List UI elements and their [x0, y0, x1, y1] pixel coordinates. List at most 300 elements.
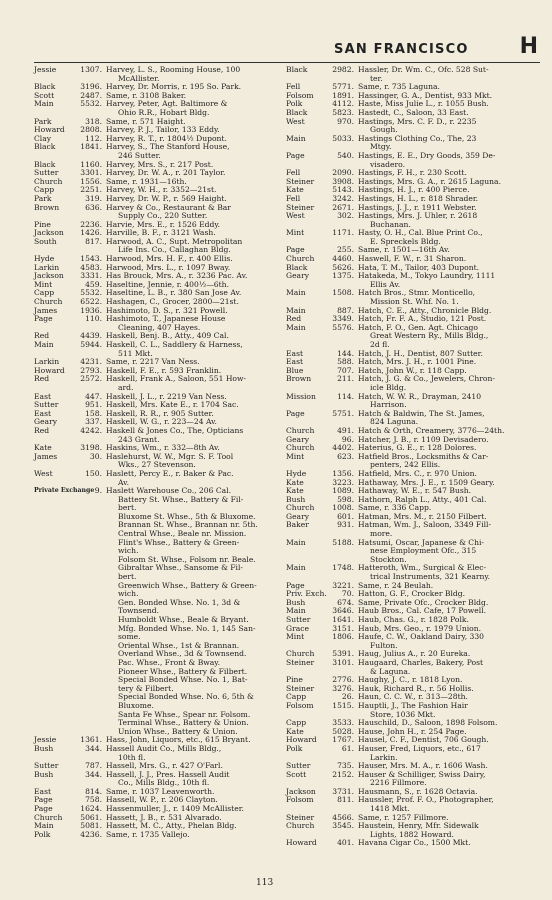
listing-line: Same, r. 2217 Van Ness. — [106, 357, 200, 367]
phone-number: 1160. — [80, 159, 102, 169]
listing-text — [106, 238, 280, 255]
directory-entry — [286, 229, 542, 246]
listing-text — [106, 453, 280, 470]
exchange-name: Main — [34, 99, 54, 109]
listing-line: Hauk, Richard R., r. 56 Hollis. — [358, 683, 474, 693]
listing-line: Haskell, J. L., r. 2219 Van Ness. — [106, 391, 227, 401]
exchange-name: Grace — [286, 623, 309, 633]
listing-line: Haun, C. C. W., r. 313—28th. — [358, 692, 468, 702]
listing-line: Haterius, G. E., r. 128 Dolores. — [358, 443, 477, 453]
exchange-name: Main — [34, 821, 54, 831]
listing-line: Hatch Bros., Stmr. Monticello, — [358, 288, 476, 298]
listing-line: Hata, T. M., Tailor, 403 Dupont. — [358, 262, 480, 272]
directory-entry — [34, 427, 280, 444]
directory-entry — [286, 410, 542, 427]
phone-number: 1891. — [332, 90, 354, 100]
phone-number: 2776. — [332, 675, 354, 685]
exchange-name: Clay — [34, 133, 52, 143]
listing-line: ter. — [370, 73, 383, 83]
listing-line: Co., Mills Bldg., 10th fl. — [118, 778, 210, 788]
phone-number: 3646. — [332, 606, 354, 616]
listing-line: Haswell, F. W., r. 31 Sharon. — [358, 254, 467, 264]
directory-entry — [286, 745, 542, 762]
listing-line: Haub, Mrs. Geo., r. 1979 Union. — [358, 623, 482, 633]
directory-entry — [34, 238, 280, 255]
listing-text — [358, 118, 542, 135]
listing-line: Same, r. 1501—16th Av. — [358, 245, 450, 255]
listing-line: Hatcher, J. B., r. 1109 Devisadero. — [358, 434, 489, 444]
listing-line: Hastings Clothing Co., The, 23 — [358, 133, 477, 143]
exchange-name: Capp — [34, 185, 55, 195]
exchange-name: Mint — [34, 279, 53, 289]
exchange-name: Polk — [286, 743, 303, 753]
exchange-name: Church — [34, 297, 63, 307]
phone-number: 318. — [85, 116, 102, 126]
phone-number: 601. — [337, 511, 354, 521]
listing-line: Hauser & Schilliger, Swiss Dairy, — [358, 769, 486, 779]
listing-text — [358, 66, 542, 83]
listing-line: Haste, Miss Julie L., r. 1055 Bush. — [358, 99, 489, 109]
phone-number: 144. — [337, 348, 354, 358]
exchange-name: Capp — [286, 718, 307, 728]
phone-number: 1748. — [332, 563, 354, 573]
phone-number: 491. — [337, 425, 354, 435]
phone-number: 787. — [85, 761, 102, 771]
listing-line: Hassell, W. P., r. 206 Clayton. — [106, 795, 218, 805]
exchange-name: Church — [286, 443, 315, 453]
phone-number: 9. — [94, 486, 102, 496]
exchange-name: Red — [34, 331, 50, 341]
exchange-name: Sutter — [286, 761, 311, 771]
phone-number: 5081. — [80, 821, 102, 831]
exchange-name: Sutter — [286, 615, 311, 624]
listing-line: more. — [370, 529, 393, 539]
listing-line: Hastings, Mrs. C. F. D., r. 2235 — [358, 116, 477, 126]
listing-line: 243 Grant. — [118, 434, 160, 444]
listing-line: Harvey & Co., Restaurant & Bar — [106, 202, 231, 212]
exchange-name: Jessie — [34, 735, 57, 745]
exchange-name: West — [34, 468, 53, 478]
listing-line: Haseltine, L. B., r. 380 San Jose Av. — [106, 288, 242, 298]
directory-entry — [286, 135, 542, 152]
listing-line: Hastings, J. J., r. 1911 Webster. — [358, 202, 477, 212]
exchange-name: Brown — [34, 202, 60, 212]
exchange-name: Bush — [286, 597, 306, 607]
listing-line: Terminal Whse., Battery & Union. — [118, 718, 249, 728]
listing-line: Special Bonded Whse. No. 1, Bat- — [118, 675, 248, 685]
phone-number: 112. — [85, 133, 102, 143]
directory-entry — [286, 393, 542, 410]
listing-line: Hathorn, Ralph L., Atty., 401 Cal. — [358, 494, 487, 504]
listing-line: Hauser, Mrs. M. A., r. 1606 Wash. — [358, 761, 488, 771]
directory-entry — [286, 375, 542, 392]
listing-line: Hass, John, Liquors, etc., 615 Bryant. — [106, 735, 251, 745]
phone-number: 1624. — [80, 804, 102, 814]
phone-number: 1556. — [80, 176, 102, 186]
exchange-name: Black — [286, 107, 308, 117]
phone-number: 5823. — [332, 107, 354, 117]
phone-number: 5944. — [80, 340, 102, 349]
listing-line: Haskell, C. L., Saddlery & Harness, — [106, 340, 243, 349]
exchange-name: Park — [34, 193, 52, 203]
phone-number: 337. — [85, 417, 102, 427]
exchange-name: Steiner — [286, 176, 315, 186]
exchange-name: James — [34, 305, 58, 315]
exchange-name: Page — [34, 804, 53, 814]
listing-line: Haslehurst, W. W., Mgr. S. F. Tool — [106, 451, 234, 461]
listing-text — [358, 410, 542, 427]
listing-text — [358, 796, 542, 813]
listing-text — [106, 375, 280, 392]
phone-number: 598. — [337, 494, 354, 504]
exchange-name: Church — [286, 425, 315, 435]
exchange-name: South — [34, 236, 57, 246]
exchange-name: Church — [34, 812, 63, 822]
listing-line: Wks., 27 Stevenson. — [118, 460, 196, 470]
listing-line: Harvey, R. T., r. 1804½ Dupont. — [106, 133, 227, 143]
exchange-name: Kate — [286, 726, 304, 736]
listing-text — [358, 745, 542, 762]
exchange-name: Mint — [286, 228, 305, 238]
listing-line: Harwood, Mrs. H. F., r. 400 Ellis. — [106, 254, 233, 264]
exchange-name: Church — [286, 821, 315, 831]
listing-line: Mtgy. — [370, 142, 392, 152]
exchange-name: Main — [286, 288, 306, 298]
listing-line: Central Whse., Beale nr. Mission. — [118, 529, 247, 539]
listing-line: Hassinger, G. A., Dentist, 933 Mkt. — [358, 90, 493, 100]
phone-number: 623. — [337, 451, 354, 461]
phone-number: 5028. — [332, 726, 354, 736]
listing-text — [106, 427, 280, 444]
directory-entry — [286, 702, 542, 719]
listing-line: Haskell & Jones Co., The, Opticians — [106, 425, 244, 435]
listing-line: Hassell Audit Co., Mills Bldg., — [106, 743, 222, 753]
phone-number: 5143. — [332, 185, 354, 195]
exchange-name: East — [34, 408, 52, 418]
listing-line: 1418 Mkt. — [370, 804, 410, 814]
exchange-name: Main — [286, 563, 306, 573]
phone-number: 344. — [85, 743, 102, 753]
city-title: SAN FRANCISCO — [334, 42, 469, 57]
listing-line: Hassell, J. J., Pres. Hassell Audit — [106, 769, 230, 779]
phone-number: 1543. — [80, 254, 102, 264]
phone-number: 5188. — [332, 537, 354, 547]
phone-number: 3545. — [332, 821, 354, 831]
listing-line: Haug, Julius A., r. 20 Eureka. — [358, 649, 471, 659]
exchange-name: Larkin — [34, 357, 60, 367]
directory-entry — [34, 143, 280, 160]
listing-line: Harvey, S., The Stanford House, — [106, 142, 230, 152]
phone-number: 1806. — [332, 632, 354, 642]
listing-line: Cleaning, 407 Hayes. — [118, 322, 201, 332]
exchange-name: Larkin — [34, 262, 60, 272]
directory-entry — [34, 745, 280, 762]
exchange-name: Black — [34, 142, 56, 152]
phone-number: 1515. — [332, 700, 354, 710]
listing-line: Hatch, J. G. & Co., Jewelers, Chron- — [358, 374, 495, 384]
listing-line: Ellis Av. — [370, 279, 401, 289]
listing-line: Same, r. 3108 Baker. — [106, 90, 187, 100]
exchange-name: Polk — [34, 829, 51, 839]
listing-line: Hatch, Fr. F. A., Studio, 121 Post. — [358, 314, 487, 324]
phone-number: 2982. — [332, 65, 354, 74]
phone-number: 255. — [337, 245, 354, 255]
exchange-name: Kate — [286, 185, 304, 195]
exchange-name: Folsom — [286, 700, 314, 710]
exchange-name: Mint — [286, 451, 305, 461]
phone-number: 3196. — [80, 82, 102, 92]
listing-line: Hasty, O. H., Cal. Blue Print Co., — [358, 228, 483, 238]
exchange-name: Jackson — [34, 228, 64, 238]
exchange-name: Howard — [286, 838, 317, 848]
listing-line: Hauser, Fred, Liquors, etc., 617 — [358, 743, 481, 753]
listing-line: Hatakeda, M., Tokyo Laundry, 1111 — [358, 271, 496, 281]
listing-line: Harvey, W. H., r. 3352—21st. — [106, 185, 217, 195]
phone-number: 2572. — [80, 374, 102, 384]
listing-text — [358, 272, 542, 289]
listing-line: Hastings, E. E., Dry Goods, 359 De- — [358, 150, 496, 160]
page-number: 113 — [256, 878, 274, 888]
listing-line: Pioneer Whse., Battery & Filbert. — [118, 666, 248, 676]
listing-line: Hausel, C. F., Dentist, 706 Gough. — [358, 735, 489, 745]
exchange-name: Black — [34, 82, 56, 92]
exchange-name: Main — [286, 537, 306, 547]
listing-line: Haub, Chas. G., r. 1828 Polk. — [358, 615, 469, 624]
exchange-name: West — [286, 211, 305, 221]
directory-entry — [286, 839, 542, 848]
exchange-name: Park — [34, 116, 52, 126]
listing-text — [358, 135, 542, 152]
listing-line: 246 Sutter. — [118, 150, 161, 160]
listing-text — [358, 771, 542, 788]
listing-line: Hastings, H. L., r. 818 Shrader. — [358, 193, 479, 203]
listing-line: Hatch & Baldwin, The St. James, — [358, 408, 485, 418]
listing-line: Same, r. 1257 Fillmore. — [358, 812, 449, 822]
phone-number: 5576. — [332, 322, 354, 332]
listing-line: Hathaway, Mrs. J. E., r. 1509 Geary. — [358, 477, 495, 487]
listing-line: Haskell, W. G., r. 223—24 Av. — [106, 417, 217, 427]
phone-number: 2236. — [80, 219, 102, 229]
directory-entry — [34, 453, 280, 470]
listing-line: E. Spreckels Bldg. — [370, 236, 441, 246]
phone-number: 1089. — [332, 486, 354, 496]
exchange-name: Black — [286, 262, 308, 272]
listing-line: Hatch, John W., r. 118 Capp. — [358, 365, 467, 375]
phone-number: 1767. — [332, 735, 354, 745]
listing-text — [358, 702, 542, 719]
listing-text — [358, 539, 542, 565]
directory-entry — [34, 470, 280, 487]
directory-entry — [34, 487, 280, 736]
directory-entry — [286, 659, 542, 676]
listing-line: Supply Co., 220 Sutter. — [118, 211, 208, 221]
listing-line: Mission St. Whf. No. 1. — [370, 297, 459, 307]
listing-line: Hatton, G. F., Crocker Bldg. — [358, 589, 466, 599]
listing-line: Bluxome St. Whse., 5th & Bluxome. — [118, 511, 256, 521]
listing-line: Great Western Ry., Mills Bldg., — [370, 331, 489, 341]
section-letter: H — [519, 34, 538, 59]
listing-line: Haskell, R. R., r. 905 Sutter. — [106, 408, 214, 418]
listing-line: Haskell, Benj. B., Atty., 409 Cal. — [106, 331, 229, 341]
listing-line: Hastedt, C., Saloon, 33 East. — [358, 107, 469, 117]
exchange-name: Red — [34, 374, 50, 384]
listing-line: Same, r. 1735 Vallejo. — [106, 829, 190, 839]
phone-number: 459. — [85, 279, 102, 289]
phone-number: 4460. — [332, 254, 354, 264]
listing-line: Buchanan. — [370, 219, 411, 229]
listing-line: wich. — [118, 546, 139, 556]
listing-line: Harwood, Mrs. L., r. 1097 Bway. — [106, 262, 231, 272]
listing-text — [358, 229, 542, 246]
exchange-name: Bush — [34, 743, 54, 753]
directory-entry — [286, 521, 542, 538]
listing-line: Gough. — [370, 125, 398, 135]
phone-number: 4439. — [80, 331, 102, 341]
listing-line: Harville, B. F., r. 3121 Wash. — [106, 228, 216, 238]
exchange-name: Fell — [286, 82, 301, 92]
exchange-name: Main — [286, 322, 306, 332]
exchange-name: Bush — [286, 494, 306, 504]
listing-text — [106, 100, 280, 117]
phone-number: 1307. — [80, 65, 102, 74]
listing-text — [358, 839, 542, 848]
listing-line: Hastings, H. J., r. 400 Pierce. — [358, 185, 470, 195]
listing-text — [106, 487, 280, 736]
directory-entry — [286, 152, 542, 169]
phone-number: 758. — [85, 795, 102, 805]
listing-line: Harvey, Dr. W. A., r. 201 Taylor. — [106, 168, 226, 178]
exchange-name: James — [34, 451, 58, 461]
exchange-name: Church — [34, 176, 63, 186]
phone-number: 817. — [85, 236, 102, 246]
listing-text — [358, 633, 542, 650]
phone-number: 887. — [337, 305, 354, 315]
listing-line: some. — [118, 632, 141, 642]
exchange-name: Jackson — [34, 271, 64, 281]
exchange-name: Scott — [286, 769, 307, 779]
exchange-name: Sutter — [34, 400, 59, 410]
exchange-name: Hyde — [34, 254, 55, 264]
listing-text — [106, 341, 280, 358]
exchange-name: Red — [34, 425, 50, 435]
directory-entry — [34, 66, 280, 83]
directory-entry — [34, 771, 280, 788]
directory-entry — [34, 100, 280, 117]
phone-number: 5532. — [80, 288, 102, 298]
directory-entry — [34, 315, 280, 332]
directory-entry — [34, 204, 280, 221]
page-header — [330, 36, 540, 60]
listing-line: Haustein, Henry, Mfr. Sidewalk — [358, 821, 479, 831]
listing-text — [358, 375, 542, 392]
listing-line: 2d fl. — [370, 340, 390, 349]
listing-line: ard. — [118, 382, 134, 392]
listing-line: Hashagen, C., Grocer, 2800—21st. — [106, 297, 239, 307]
phone-number: 70. — [341, 589, 354, 599]
listing-text — [358, 453, 542, 470]
exchange-name: Pine — [286, 675, 303, 685]
phone-number: 30. — [89, 451, 102, 461]
listing-line: Haub Bros., Cal. Cafe, 17 Powell. — [358, 606, 487, 616]
phone-number: 5626. — [332, 262, 354, 272]
exchange-name: Geary — [286, 434, 310, 444]
exchange-name: Capp — [34, 288, 55, 298]
listing-line: Same, r. 1037 Leavenworth. — [106, 786, 215, 796]
listing-line: Has Brouck, Mrs. A., r. 3236 Pac. Av. — [106, 271, 248, 281]
exchange-name: Private Exchange — [34, 487, 95, 495]
listing-line: Greenwich Whse., Battery & Green- — [118, 580, 257, 590]
right-column — [286, 66, 542, 848]
exchange-name: Folsom — [286, 90, 314, 100]
phone-number: 5061. — [80, 812, 102, 822]
directory-entry — [286, 822, 542, 839]
listing-text — [106, 470, 280, 487]
listing-line: Hashimoto, T., Japanese House — [106, 314, 226, 324]
exchange-name: Mint — [286, 632, 305, 642]
exchange-name: Page — [286, 580, 305, 590]
listing-line: Hassenmuller, J., r. 1409 McAllister. — [106, 804, 244, 814]
phone-number: 2090. — [332, 168, 354, 178]
exchange-name: Howard — [34, 125, 65, 135]
listing-text — [106, 143, 280, 160]
phone-number: 707. — [337, 365, 354, 375]
phone-number: 951. — [85, 400, 102, 410]
phone-number: 344. — [85, 769, 102, 779]
exchange-name: Howard — [286, 735, 317, 745]
listing-line: Harwood, A. C., Supt. Metropolitan — [106, 236, 243, 246]
exchange-name: Fell — [286, 168, 301, 178]
phone-number: 1361. — [80, 735, 102, 745]
exchange-name: Church — [286, 649, 315, 659]
phone-number: 211. — [337, 374, 354, 384]
listing-line: tery & Filbert. — [118, 683, 174, 693]
left-column — [34, 66, 280, 839]
phone-number: 3221. — [332, 580, 354, 590]
listing-line: Haseltine, Jennie, r. 400½—6th. — [106, 279, 229, 289]
exchange-name: Church — [286, 503, 315, 513]
listing-line: Bluxome. — [118, 700, 154, 710]
phone-number: 2152. — [332, 769, 354, 779]
exchange-name: East — [286, 357, 304, 367]
exchange-name: Black — [34, 159, 56, 169]
listing-line: Same, r. 24 Beulah. — [358, 580, 434, 590]
listing-line: Hausmann, S., r. 1628 Octavia. — [358, 786, 478, 796]
listing-line: Harvey, Mrs. S., r. 217 Post. — [106, 159, 214, 169]
listing-line: Same, Private Ofc., Crocker Bldg. — [358, 597, 489, 607]
listing-line: penters, 242 Ellis. — [370, 460, 441, 470]
phone-number: 4231. — [80, 357, 102, 367]
phone-number: 3908. — [332, 176, 354, 186]
listing-line: Ohio R.R., Hobart Bldg. — [118, 107, 210, 117]
directory-entry — [286, 324, 542, 350]
listing-line: Pac. Whse., Front & Bway. — [118, 657, 221, 667]
directory-entry — [286, 771, 542, 788]
listing-line: Flint's Whse., Battery & Green- — [118, 537, 240, 547]
phone-number: 3349. — [332, 314, 354, 324]
exchange-name: Fell — [286, 193, 301, 203]
listing-line: Haskell, Mrs. Kate E., r. 1704 Sac. — [106, 400, 239, 410]
listing-line: Harvey, P. J., Tailor, 133 Eddy. — [106, 125, 220, 135]
listing-line: Hatch & Orth, Creamery, 3776—24th. — [358, 425, 505, 435]
phone-number: 636. — [85, 202, 102, 212]
phone-number: 2671. — [332, 202, 354, 212]
phone-number: 3101. — [332, 657, 354, 667]
exchange-name: West — [286, 116, 305, 126]
exchange-name: Howard — [34, 365, 65, 375]
directory-entry — [34, 341, 280, 358]
directory-entry — [286, 289, 542, 306]
phone-number: 26. — [341, 692, 354, 702]
